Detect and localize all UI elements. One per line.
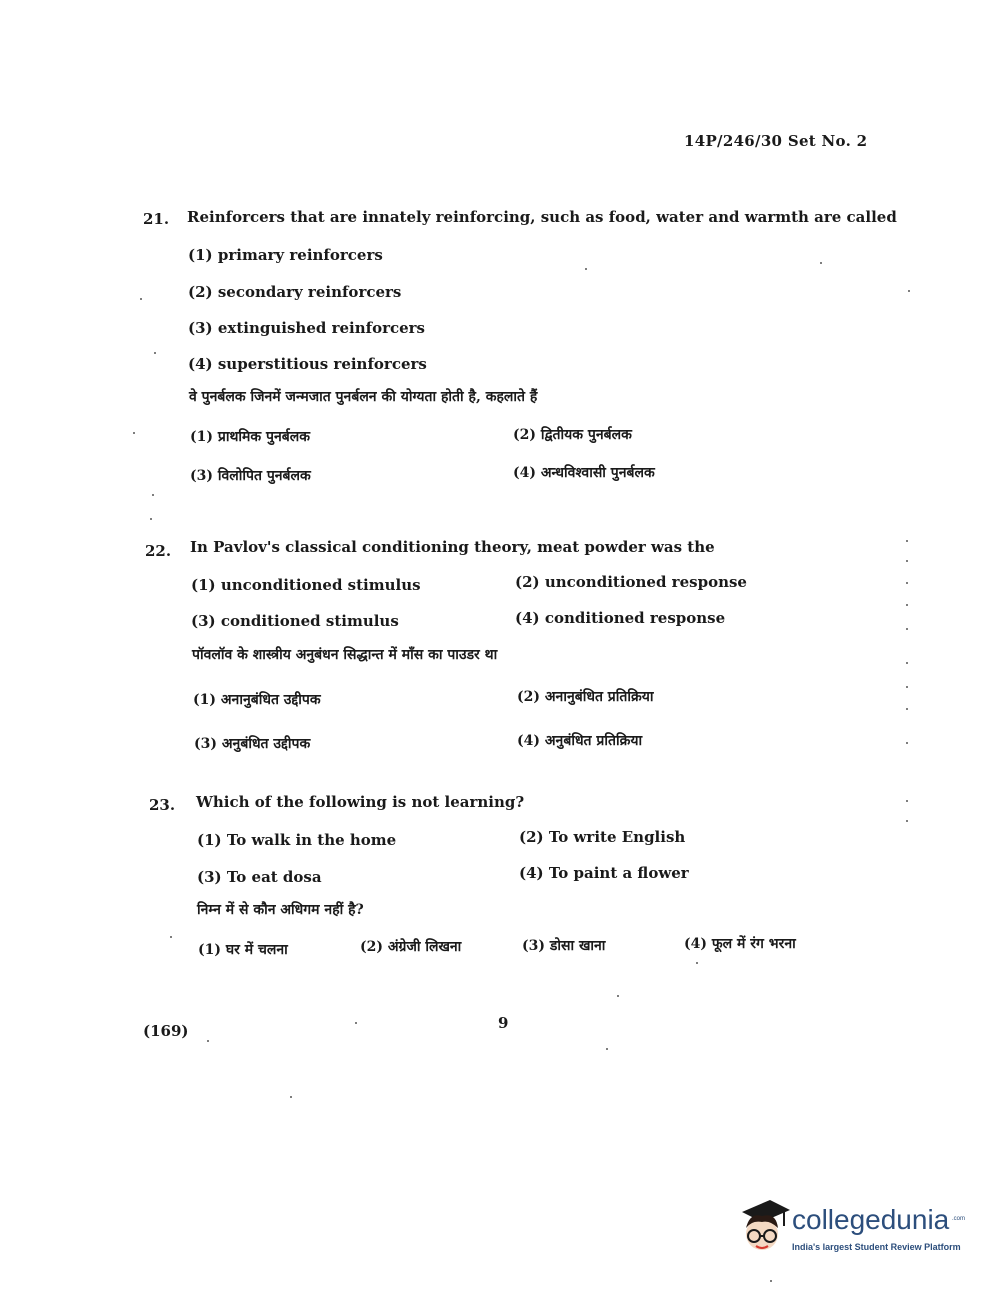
question-text: In Pavlov's classical conditioning theory, meat powder was the [190,538,715,556]
hindi-option-1: (1) घर में चलना [198,942,288,958]
option-3: (3) extinguished reinforcers [188,319,426,337]
option-4: (4) To paint a flower [519,864,689,882]
set-number-header: 14P/246/30 Set No. 2 [684,132,868,150]
option-4: (4) conditioned response [515,609,726,627]
hindi-option-3: (3) डोसा खाना [522,938,606,954]
page-code: (169) [143,1022,189,1040]
question-number: 21. [143,210,170,228]
logo-domain: .com [952,1216,966,1222]
hindi-option-3: (3) विलोपित पुनर्बलक [190,468,311,484]
page-number: 9 [498,1014,509,1032]
hindi-option-2: (2) द्वितीयक पुनर्बलक [513,427,632,443]
question-text-hindi: पॉवलॉव के शास्त्रीय अनुबंधन सिद्धान्त में माँस का पाउडर था [192,647,498,663]
question-number: 23. [149,796,176,814]
hindi-option-4: (4) अन्धविश्वासी पुनर्बलक [513,465,655,481]
option-3: (3) conditioned stimulus [191,612,399,630]
hindi-option-4: (4) अनुबंधित प्रतिक्रिया [517,733,643,749]
option-2: (2) secondary reinforcers [188,283,402,301]
option-2: (2) unconditioned response [515,573,747,591]
question-text: Reinforcers that are innately reinforcing, such as food, water and warmth are called [187,208,897,226]
hindi-option-1: (1) प्राथमिक पुनर्बलक [190,429,310,445]
logo-name: collegedunia [792,1204,950,1235]
option-1: (1) To walk in the home [197,831,397,849]
hindi-option-4: (4) फूल में रंग भरना [684,936,796,952]
hindi-option-2: (2) अंग्रेजी लिखना [360,939,462,955]
question-text-hindi: वे पुनर्बलक जिनमें जन्मजात पुनर्बलन की योग्यता होती है, कहलाते हैं [189,389,538,405]
option-3: (3) To eat dosa [197,868,322,886]
logo-mascot-icon [734,1196,792,1258]
hindi-option-3: (3) अनुबंधित उद्दीपक [194,736,311,752]
collegedunia-logo [734,1196,964,1262]
option-4: (4) superstitious reinforcers [188,355,427,373]
option-1: (1) unconditioned stimulus [191,576,421,594]
option-2: (2) To write English [519,828,686,846]
hindi-option-2: (2) अनानुबंधित प्रतिक्रिया [517,689,654,705]
hindi-option-1: (1) अनानुबंधित उद्दीपक [193,692,321,708]
question-text-hindi: निम्न में से कौन अधिगम नहीं है? [197,902,364,918]
logo-tagline: India's largest Student Review Platform [792,1242,961,1252]
question-text: Which of the following is not learning? [196,793,525,811]
question-number: 22. [145,542,172,560]
option-1: (1) primary reinforcers [188,246,383,264]
